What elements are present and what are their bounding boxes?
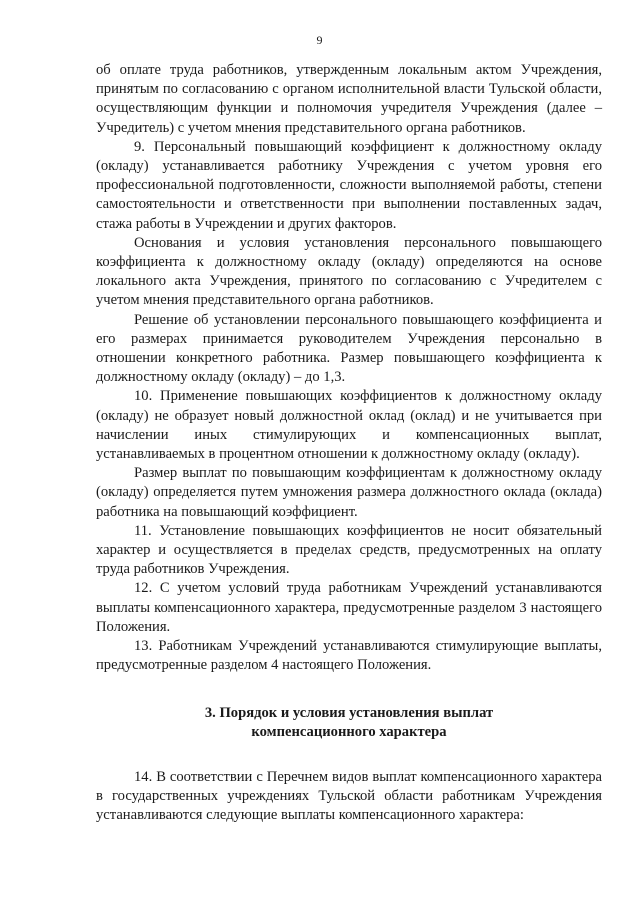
- paragraph-item-11: 11. Установление повышающих коэффициентов не носит обязательный характер и осуществляется в пределах средств, предусмотренных на оплату труда работников Учреждения.: [96, 522, 602, 578]
- paragraph-payment-size: Размер выплат по повышающим коэффициентам к должностному окладу (окладу) определяется путем умножения размера должностного оклада (оклада) работника на повышающий коэффициент.: [96, 465, 602, 520]
- page-number: 9: [316, 33, 323, 47]
- paragraph-item-9: 9. Персональный повышающий коэффициент к должностному окладу (окладу) устанавливается работнику Учреждения с учетом уровня его профессиональной подготовленности, сложности выполняемой работы, степени самостоятельности и ответственности при выполнении поставленных задач, стажа работы в Учреждении и других факторов.: [96, 138, 602, 232]
- paragraph-item-13: 13. Работникам Учреждений устанавливаются стимулирующие выплаты, предусмотренные разделом 4 настоящего Положения.: [96, 638, 602, 674]
- section-heading-line-2: компенсационного характера: [251, 723, 447, 740]
- paragraph-item-14: 14. В соответствии с Перечнем видов выплат компенсационного характера в государственных учреждениях Тульской области работникам Учреждения устанавливаются следующие выплаты компенсационного характера:: [96, 768, 602, 824]
- section-heading-line-1: 3. Порядок и условия установления выплат: [204, 704, 494, 721]
- paragraph-continuation: об оплате труда работников, утвержденным локальным актом Учреждения, принятым по согласованию с органом исполнительной власти Тульской области, осуществляющим функции и полномочия учредителя Учреждения (далее – Учредитель) с учетом мнения представительного органа работников.: [96, 62, 602, 136]
- paragraph-item-12: 12. С учетом условий труда работникам Учреждений устанавливаются выплаты компенсационного характера, предусмотренные разделом 3 настоящего Положения.: [96, 580, 602, 635]
- section-heading: [96, 704, 602, 742]
- paragraph-grounds: Основания и условия установления персонального повышающего коэффициента к должностному окладу (окладу) определяются на основе локального акта Учреждения, принятого по согласованию с Учредителем с учетом мнения представительного органа работников.: [96, 234, 602, 309]
- document-body: [96, 61, 602, 826]
- paragraph-item-10: 10. Применение повышающих коэффициентов к должностному окладу (окладу) не образует новый должностной оклад (оклад) и не учитывается при начислении иных стимулирующих и компенсационных выплат, устанавливаемых в процентном отношении к должностному окладу (окладу).: [96, 388, 602, 463]
- paragraph-decision: Решение об установлении персонального повышающего коэффициента и его размерах принимается руководителем Учреждения персонально в отношении конкретного работника. Размер повышающего коэффициента к должностному окладу (окладу) – до 1,3.: [96, 311, 602, 386]
